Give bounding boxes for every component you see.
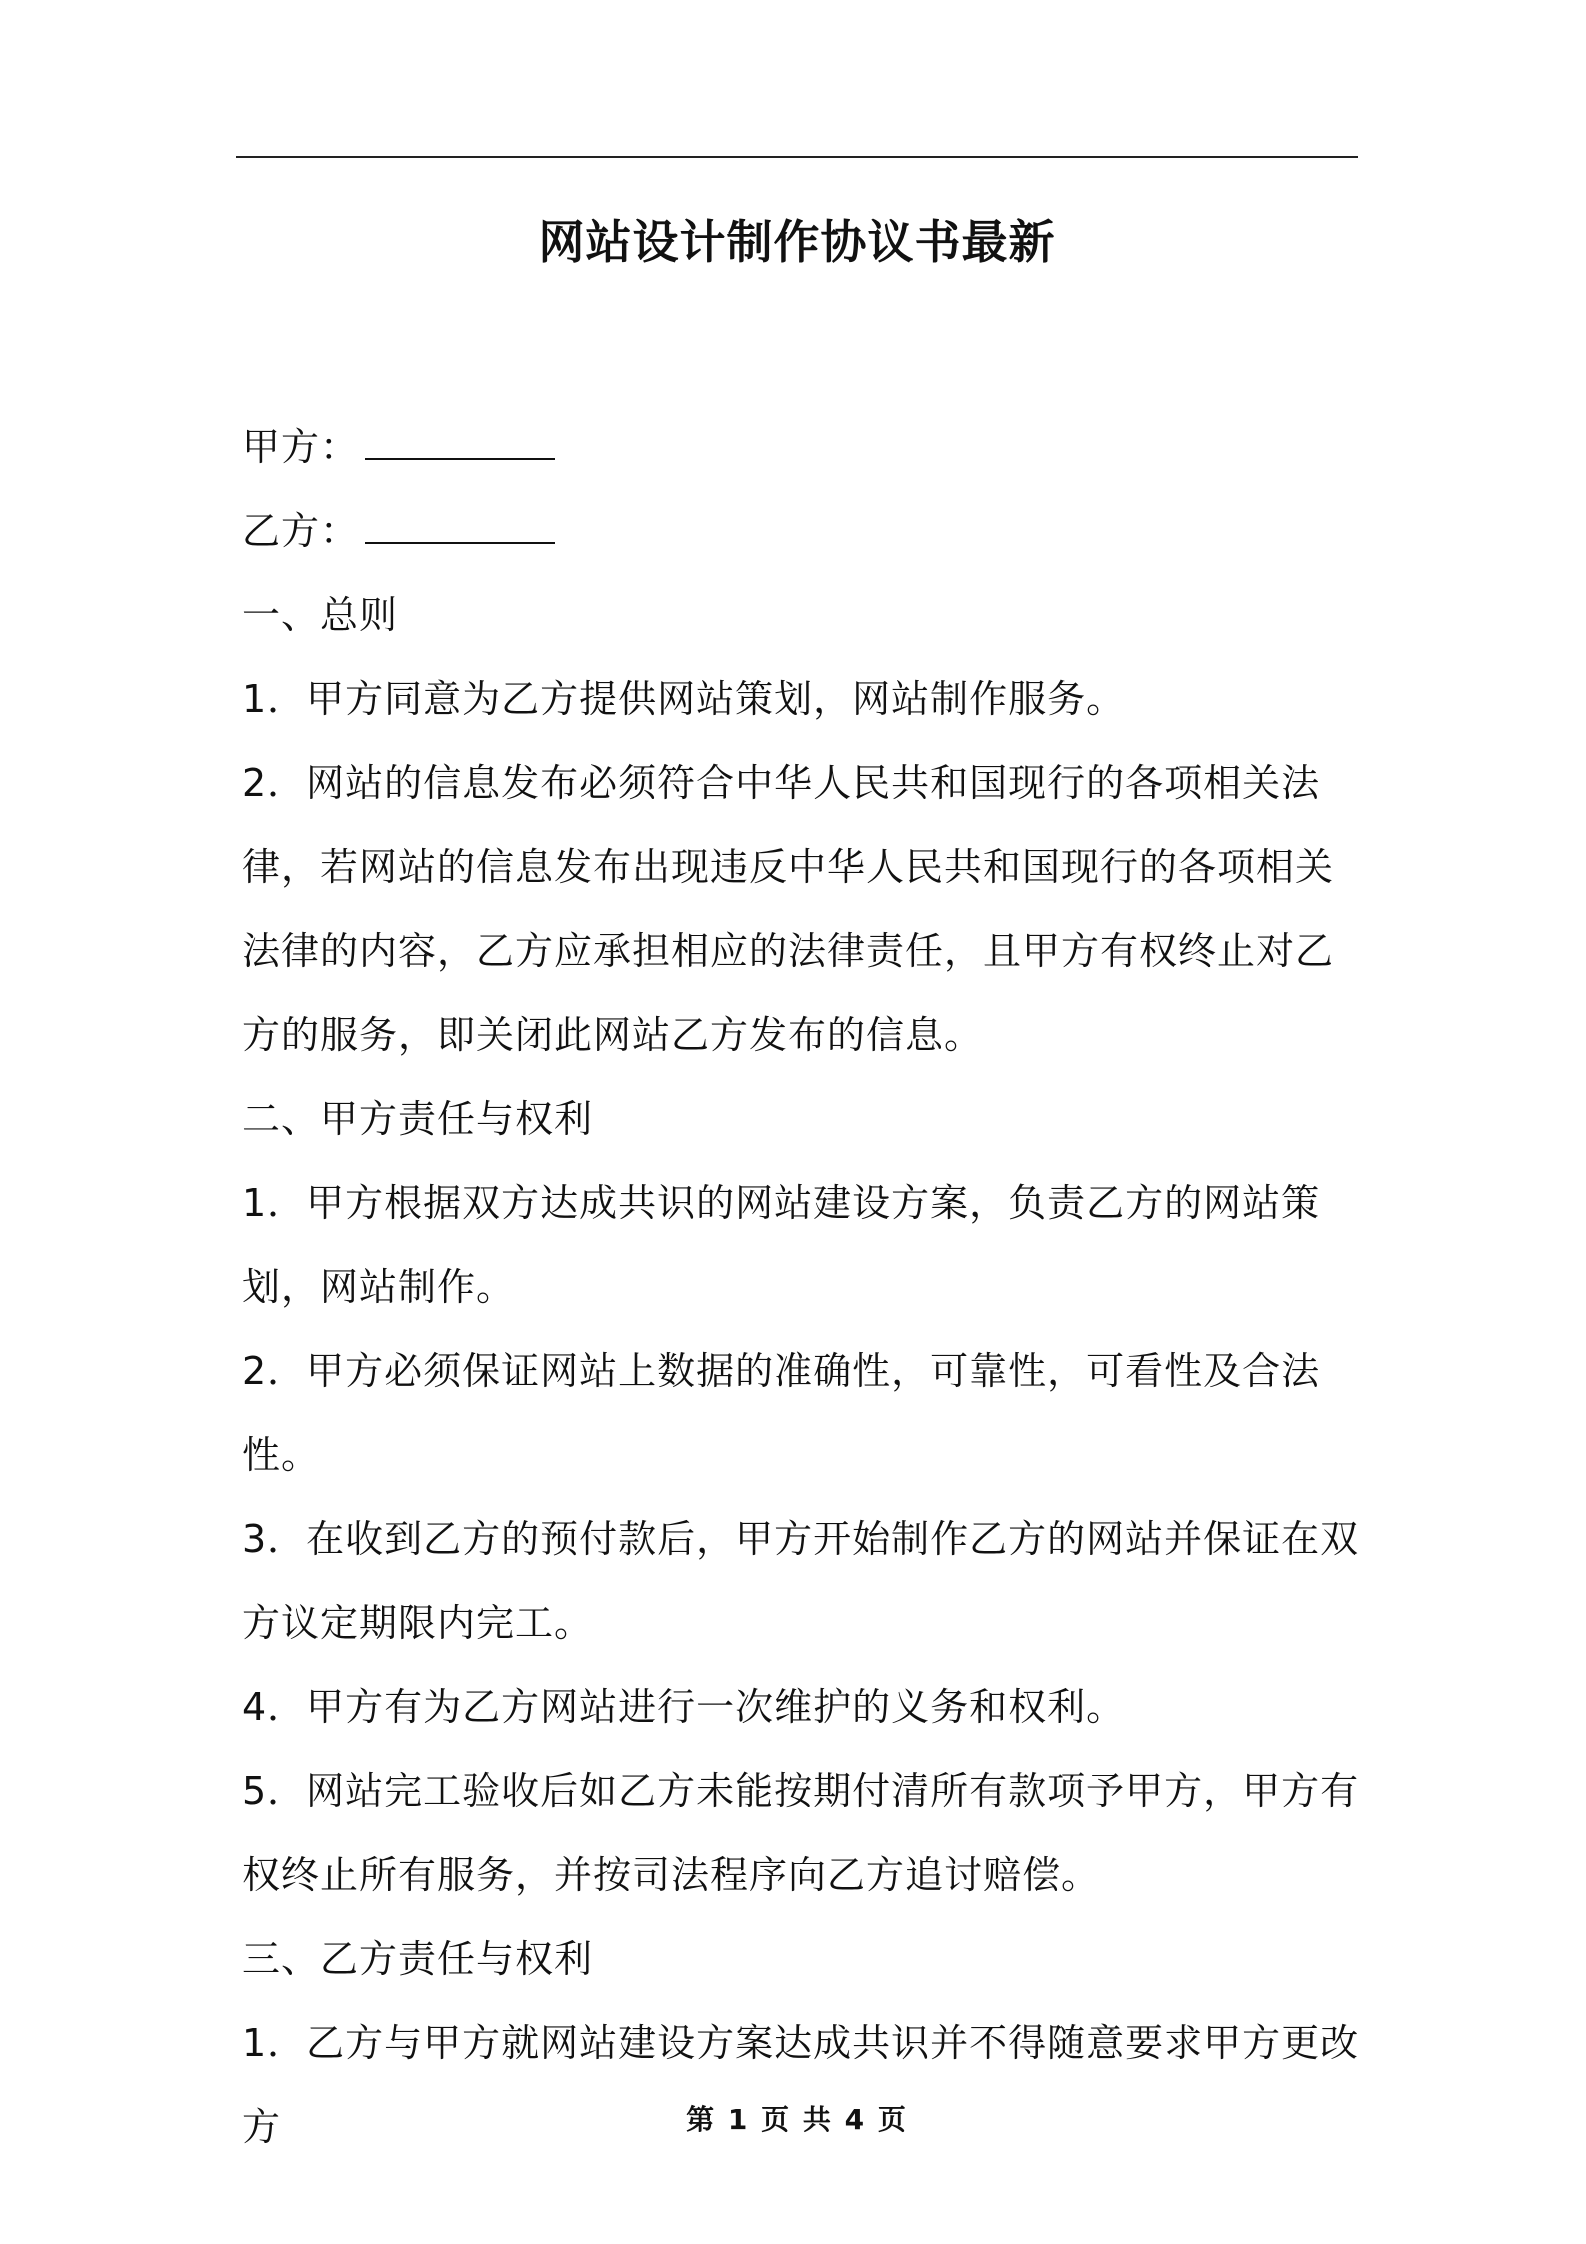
paragraph: 5．网站完工验收后如乙方未能按期付清所有款项予甲方，甲方有权终止所有服务，并按司法程序向乙方追讨赔偿。 [242,1769,1360,1897]
page-footer [236,2098,1358,2138]
paragraph: 3．在收到乙方的预付款后，甲方开始制作乙方的网站并保证在双方议定期限内完工。 [242,1517,1360,1645]
paragraph: 1．甲方根据双方达成共识的网站建设方案，负责乙方的网站策划，网站制作。 [242,1181,1321,1309]
party-b-label: 乙方： [242,509,360,553]
section-heading-general: 一、总则 [242,593,399,637]
paragraph: 2．甲方必须保证网站上数据的准确性，可靠性，可看性及合法性。 [242,1349,1321,1477]
document-body [242,405,1362,2169]
party-a-blank [365,428,555,460]
header-rule [236,156,1358,158]
party-a-label: 甲方： [242,425,360,469]
party-b-line [242,489,1362,573]
paragraph: 2．网站的信息发布必须符合中华人民共和国现行的各项相关法律，若网站的信息发布出现违反中华人民共和国现行的各项相关法律的内容，乙方应承担相应的法律责任，且甲方有权终止对乙方的服务，即关闭此网站乙方发布的信息。 [242,761,1335,1057]
section-heading-party-b: 三、乙方责任与权利 [242,1937,594,1981]
page-number: 第 1 页 共 4 页 [686,2103,908,2136]
party-a-line [242,405,1362,489]
section-heading-party-a: 二、甲方责任与权利 [242,1097,594,1141]
paragraph: 1．甲方同意为乙方提供网站策划，网站制作服务。 [242,677,1126,721]
page-title: 网站设计制作协议书最新 [538,215,1056,269]
paragraph: 1．乙方与甲方就网站建设方案达成共识并不得随意要求甲方更改方 [242,2021,1360,2149]
paragraph: 4．甲方有为乙方网站进行一次维护的义务和权利。 [242,1685,1126,1729]
party-b-blank [365,512,555,544]
